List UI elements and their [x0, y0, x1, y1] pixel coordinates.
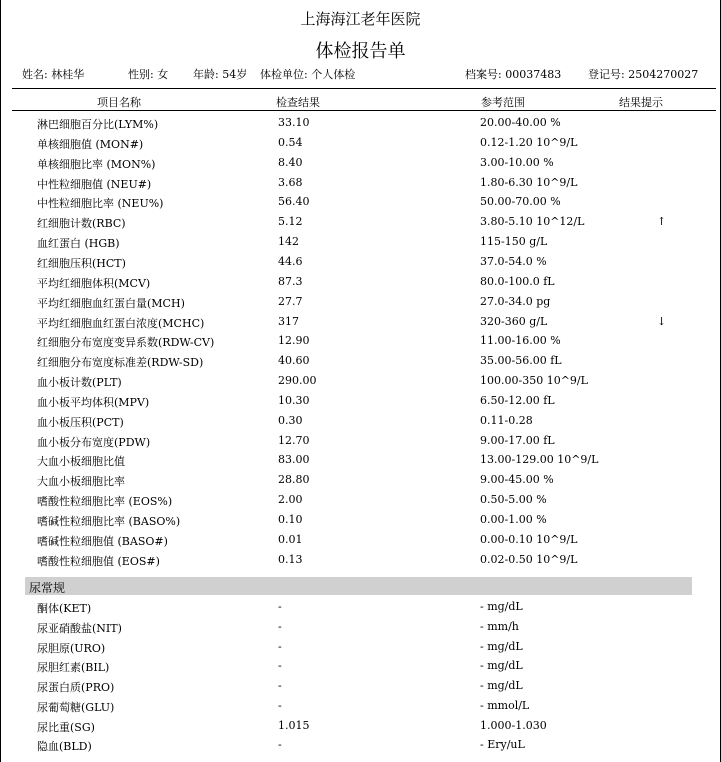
table-row	[0, 312, 721, 332]
item-result: -	[278, 619, 282, 633]
item-name: 红细胞计数(RBC)	[37, 217, 126, 231]
table-row	[0, 173, 721, 193]
urine-section-header	[25, 577, 692, 595]
item-range: 100.00-350 10^9/L	[480, 374, 588, 388]
item-name: 尿亚硝酸盐(NIT)	[37, 621, 122, 635]
table-row	[0, 550, 721, 570]
item-name: 尿胆原(URO)	[37, 641, 106, 655]
item-range: 37.0-54.0 %	[480, 254, 547, 268]
table-row	[0, 212, 721, 232]
item-range: 0.00-0.10 10^9/L	[480, 532, 578, 546]
item-range: 0.02-0.50 10^9/L	[480, 552, 578, 566]
item-range: 1.000-1.030	[480, 718, 547, 732]
item-result: 33.10	[278, 116, 310, 129]
item-range: 0.11-0.28	[480, 413, 533, 427]
item-range: 320-360 g/L	[480, 314, 548, 328]
item-name: 平均红细胞血红蛋白量(MCH)	[37, 296, 185, 310]
item-range: - Ery/uL	[480, 738, 525, 752]
item-range: 27.0-34.0 pg	[480, 294, 551, 308]
table-row	[0, 292, 721, 312]
item-range: - mm/h	[480, 619, 519, 633]
item-result: 290.00	[278, 374, 317, 388]
item-result: 1.015	[278, 718, 310, 732]
item-name: 嗜碱性粒细胞比率 (BASO%)	[37, 515, 181, 528]
item-result: -	[278, 659, 282, 673]
item-name: 嗜酸性粒细胞比率 (EOS%)	[37, 495, 173, 509]
item-name: 平均红细胞体积(MCV)	[37, 276, 151, 290]
item-result: 0.30	[278, 413, 303, 427]
table-row	[0, 510, 721, 530]
item-result: 2.00	[278, 493, 303, 507]
item-result: 28.80	[278, 473, 310, 487]
exam-unit: 体检单位: 个人体检	[260, 68, 356, 81]
item-hint: ↓	[657, 314, 667, 328]
table-row	[0, 597, 721, 617]
item-name: 中性粒细胞值 (NEU#)	[37, 177, 152, 191]
header-top-rule	[12, 88, 716, 89]
item-range: 0.00-1.00 %	[480, 513, 547, 526]
table-row	[0, 450, 721, 470]
item-name: 嗜碱性粒细胞值 (BASO#)	[37, 534, 168, 548]
item-range: 50.00-70.00 %	[480, 195, 561, 209]
item-name: 血小板计数(PLT)	[37, 376, 122, 390]
item-name: 单核细胞值 (MON#)	[37, 137, 144, 151]
item-result: 40.60	[278, 354, 310, 368]
item-range: 35.00-56.00 fL	[480, 354, 562, 368]
archive-number: 档案号: 00037483	[465, 68, 562, 81]
item-result: 8.40	[278, 155, 303, 169]
item-result: 0.10	[278, 513, 303, 526]
item-name: 大血小板细胞比值	[37, 455, 125, 469]
item-name: 血小板平均体积(MPV)	[37, 395, 150, 409]
item-range: 9.00-45.00 %	[480, 473, 554, 487]
item-range: - mg/dL	[480, 659, 523, 673]
item-name: 尿葡萄糖(GLU)	[37, 700, 115, 714]
hospital-name: 上海海江老年医院	[300, 10, 421, 28]
item-range: - mg/dL	[480, 679, 523, 692]
item-name: 嗜酸性粒细胞值 (EOS#)	[37, 554, 160, 568]
item-range: 3.80-5.10 10^12/L	[480, 215, 585, 229]
item-range: 9.00-17.00 fL	[480, 433, 555, 447]
item-name: 尿比重(SG)	[37, 720, 95, 734]
table-row	[0, 411, 721, 431]
item-range: 115-150 g/L	[480, 235, 548, 249]
table-row	[0, 617, 721, 637]
item-range: 13.00-129.00 10^9/L	[480, 453, 599, 467]
table-row	[0, 490, 721, 510]
table-row	[0, 676, 721, 696]
table-row	[0, 637, 721, 657]
table-row	[0, 252, 721, 272]
table-row	[0, 735, 721, 755]
item-name: 平均红细胞血红蛋白浓度(MCHC)	[37, 316, 205, 330]
item-name: 血小板压积(PCT)	[37, 415, 124, 429]
patient-age: 年龄: 54岁	[193, 68, 248, 81]
item-name: 中性粒细胞比率 (NEU%)	[37, 197, 164, 211]
item-name: 单核细胞比率 (MON%)	[37, 157, 156, 171]
table-row	[0, 272, 721, 292]
item-result: 142	[278, 235, 299, 249]
item-name: 大血小板细胞比率	[37, 475, 125, 489]
item-name: 隐血(BLD)	[37, 740, 92, 754]
item-result: -	[278, 698, 282, 712]
item-range: 11.00-16.00 %	[480, 334, 561, 348]
item-range: 1.80-6.30 10^9/L	[480, 175, 578, 189]
table-row	[0, 530, 721, 550]
item-range: - mg/dL	[480, 639, 523, 653]
item-name: 尿蛋白质(PRO)	[37, 681, 115, 694]
item-range: 6.50-12.00 fL	[480, 393, 555, 407]
item-result: -	[278, 738, 282, 752]
item-range: 80.0-100.0 fL	[480, 274, 555, 288]
item-result: -	[278, 600, 282, 613]
report-title: 体检报告单	[315, 41, 406, 62]
item-range: - mmol/L	[480, 698, 530, 712]
item-result: 5.12	[278, 215, 303, 229]
item-result: 87.3	[278, 274, 303, 288]
item-range: 20.00-40.00 %	[480, 116, 561, 129]
table-row	[0, 696, 721, 716]
item-range: 0.50-5.00 %	[480, 493, 547, 507]
item-result: -	[278, 639, 282, 653]
item-result: 0.54	[278, 135, 303, 149]
item-name: 血红蛋白 (HGB)	[37, 237, 120, 251]
table-row	[0, 656, 721, 676]
item-result: 83.00	[278, 453, 310, 467]
table-row	[0, 192, 721, 212]
table-row	[0, 351, 721, 371]
table-row	[0, 716, 721, 736]
item-range: 0.12-1.20 10^9/L	[480, 135, 578, 149]
item-result: 3.68	[278, 175, 303, 189]
header-bottom-rule	[12, 110, 716, 111]
table-row	[0, 153, 721, 173]
column-header-result: 检查结果	[276, 96, 320, 109]
item-result: 44.6	[278, 254, 303, 268]
item-result: 0.01	[278, 532, 303, 546]
item-result: 27.7	[278, 294, 303, 308]
item-name: 红细胞压积(HCT)	[37, 256, 126, 270]
item-name: 淋巴细胞百分比(LYM%)	[37, 118, 159, 131]
table-row	[0, 331, 721, 351]
item-name: 血小板分布宽度(PDW)	[37, 435, 151, 449]
table-row	[0, 113, 721, 133]
table-row	[0, 232, 721, 252]
column-header-hint: 结果提示	[619, 96, 663, 109]
item-result: 56.40	[278, 195, 310, 209]
urine-section-title: 尿常规	[29, 581, 66, 595]
item-result: -	[278, 679, 282, 692]
item-range: - mg/dL	[480, 600, 523, 613]
table-row	[0, 371, 721, 391]
item-result: 0.13	[278, 552, 303, 566]
column-header-item: 项目名称	[97, 96, 141, 109]
column-header-range: 参考范围	[481, 96, 525, 109]
item-result: 317	[278, 314, 299, 328]
patient-sex: 性别: 女	[128, 68, 169, 81]
register-number: 登记号: 2504270027	[588, 68, 699, 81]
table-row	[0, 470, 721, 490]
item-result: 12.70	[278, 433, 310, 447]
item-range: 3.00-10.00 %	[480, 155, 554, 169]
item-result: 10.30	[278, 393, 310, 407]
item-name: 红细胞分布宽度标准差(RDW-SD)	[37, 356, 204, 370]
item-result: 12.90	[278, 334, 310, 348]
item-hint: ↑	[657, 215, 667, 229]
item-name: 红细胞分布宽度变异系数(RDW-CV)	[37, 336, 215, 350]
table-row	[0, 133, 721, 153]
item-name: 尿胆红素(BIL)	[37, 661, 110, 675]
item-name: 酮体(KET)	[37, 602, 92, 615]
table-row	[0, 431, 721, 451]
patient-name: 姓名: 林桂华	[22, 68, 85, 81]
table-row	[0, 391, 721, 411]
